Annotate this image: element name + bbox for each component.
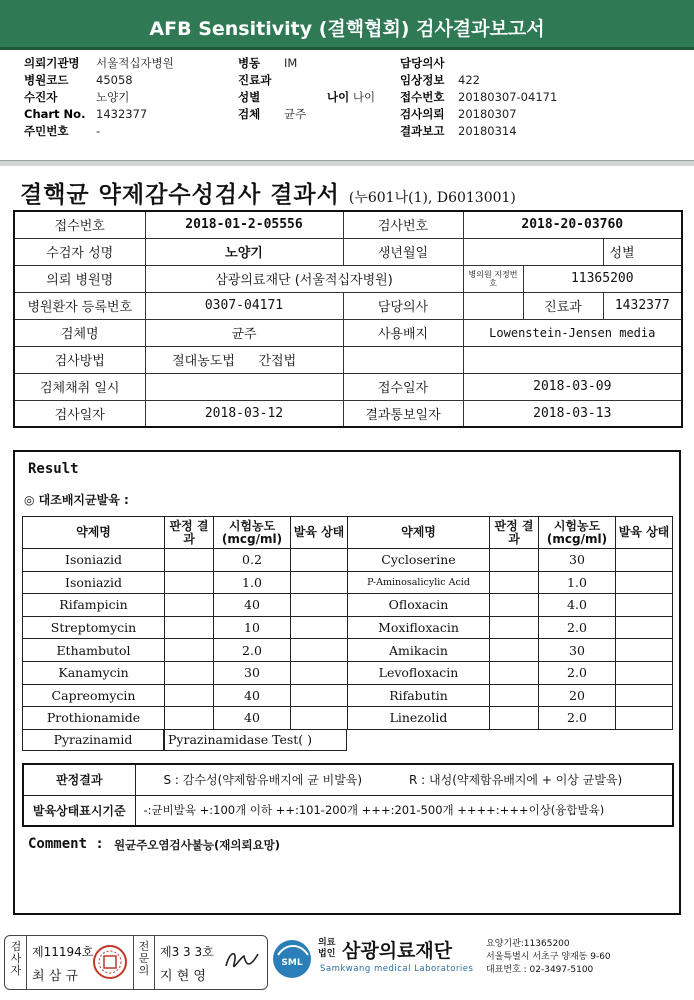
judgement <box>490 594 539 617</box>
drug-name: Ofloxacin <box>348 594 490 617</box>
info-label: 성별 <box>238 90 261 104</box>
info-value: 20180314 <box>458 124 517 138</box>
empty-cell <box>463 346 682 373</box>
judgement <box>490 549 539 572</box>
table-row <box>23 571 673 594</box>
growth <box>616 594 673 617</box>
info-label: 병원코드 <box>24 73 69 87</box>
org-contact <box>486 938 611 977</box>
divider <box>154 936 155 990</box>
table-row <box>23 639 673 662</box>
comment-label: Comment : <box>28 836 104 852</box>
drug-name: P-Aminosalicylic Acid <box>348 571 490 594</box>
notified-label: 결과통보일자 <box>343 400 463 427</box>
age-label: 나이 <box>327 90 350 104</box>
judgement <box>165 707 214 730</box>
report-title: AFB Sensitivity (결핵협회) 검사결과보고서 <box>149 18 545 40</box>
drug-name: Capreomycin <box>23 684 165 707</box>
info-label: 수진자 <box>24 90 58 104</box>
conc: 2.0 <box>214 639 291 662</box>
table-row <box>23 661 673 684</box>
divider <box>26 936 27 990</box>
col-growth: 발육 상태 <box>291 517 348 549</box>
conc: 30 <box>539 639 616 662</box>
test-no-label: 검사번호 <box>343 211 463 238</box>
result-label: Result <box>28 461 79 477</box>
info-label: 진료과 <box>238 73 272 87</box>
specialist-name: 지 현 영 <box>160 969 206 984</box>
conc: 40 <box>214 594 291 617</box>
drug-name: Isoniazid <box>23 571 165 594</box>
doctor-label: 담당의사 <box>343 292 463 319</box>
comment-text: 원균주오염검사불능(재의뢰요망) <box>114 838 281 852</box>
judgement <box>490 707 539 730</box>
info-value: 45058 <box>96 73 133 87</box>
info-label: 의뢰기관명 <box>24 56 80 70</box>
medium-value: Lowenstein-Jensen media <box>463 319 682 346</box>
notified-value: 2018-03-13 <box>463 400 682 427</box>
info-value: 20180307-04171 <box>458 90 558 104</box>
drug-name: Rifampicin <box>23 594 165 617</box>
drug-name: Moxifloxacin <box>348 616 490 639</box>
conc: 10 <box>214 616 291 639</box>
seal-icon <box>92 944 128 980</box>
growth-legend-text: -:균비발육 +:100개 이하 ++:101-200개 +++:201-500개 ++++:+++이상(융합발육) <box>135 795 673 826</box>
inspector-license: 제11194호 <box>32 945 94 959</box>
info-age <box>327 89 375 106</box>
doctor-value <box>463 292 523 319</box>
growth <box>291 594 348 617</box>
specimen-info-table <box>13 210 683 428</box>
sml-logo-text: SML <box>281 958 303 968</box>
drug-name: Streptomycin <box>23 616 165 639</box>
growth <box>616 707 673 730</box>
method-label: 검사방법 <box>14 346 145 373</box>
growth <box>616 684 673 707</box>
info-label: 결과보고 <box>400 124 445 138</box>
judgement <box>165 639 214 662</box>
org-name: 삼광의료재단 <box>342 940 453 962</box>
info-value: IM <box>284 56 298 70</box>
org-code: 요양기관:11365200 <box>486 939 570 949</box>
conc: 40 <box>214 684 291 707</box>
drug-name: Ethambutol <box>23 639 165 662</box>
growth <box>616 639 673 662</box>
form-title-text: 결핵균 약제감수성검사 결과서 <box>20 181 340 208</box>
signature-icon <box>220 944 262 978</box>
growth-legend-label: 발육상태표시기준 <box>23 795 135 826</box>
drug-name: Amikacin <box>348 639 490 662</box>
judgement <box>165 616 214 639</box>
collect-label: 검체채취 일시 <box>14 373 145 400</box>
received-value: 2018-03-09 <box>463 373 682 400</box>
growth <box>291 684 348 707</box>
medium-label: 사용배지 <box>343 319 463 346</box>
drug-name: Levofloxacin <box>348 661 490 684</box>
patient-label: 수검자 성명 <box>14 238 145 265</box>
growth <box>616 549 673 572</box>
tested-label: 검사일자 <box>14 400 145 427</box>
judgement <box>490 661 539 684</box>
col-growth: 발육 상태 <box>616 517 673 549</box>
col-judgement: 판정 결과 <box>490 517 539 549</box>
designation-no: 11365200 <box>523 265 682 292</box>
pyrazinamid-cell: Pyrazinamid <box>22 729 164 751</box>
info-label: 접수번호 <box>400 90 445 104</box>
received-label: 접수일자 <box>343 373 463 400</box>
judgement <box>165 549 214 572</box>
patient-name: 노양기 <box>145 238 343 265</box>
legend-table <box>22 763 674 827</box>
inspector-name: 최 삼 규 <box>32 969 78 984</box>
judgement <box>490 571 539 594</box>
conc: 1.0 <box>214 571 291 594</box>
org-prefix: 의료 법인 <box>318 938 336 959</box>
judgement <box>165 684 214 707</box>
info-middle-column <box>238 55 306 123</box>
judgement-r: R : 내성(약제함유배지에 + 이상 균발육) <box>395 764 673 795</box>
info-label: Chart No. <box>24 107 86 121</box>
sml-logo-icon <box>270 935 314 979</box>
specimen-label: 검체명 <box>14 319 145 346</box>
col-conc: 시험농도 (mcg/ml) <box>539 517 616 549</box>
designation-label: 병의원 지정번호 <box>463 265 523 292</box>
drug-name: Rifabutin <box>348 684 490 707</box>
inspector-label: 검사자 <box>10 940 22 977</box>
table-row <box>23 707 673 730</box>
judgement <box>165 594 214 617</box>
conc: 2.0 <box>539 707 616 730</box>
col-judgement: 판정 결과 <box>165 517 214 549</box>
form-title <box>20 176 516 209</box>
dept-label: 진료과 <box>523 292 603 319</box>
growth <box>291 549 348 572</box>
hosp-patient-no: 0307-04171 <box>145 292 343 319</box>
conc: 30 <box>539 549 616 572</box>
org-phone: 대표번호 : 02-3497-5100 <box>486 965 594 975</box>
org-address: 서울특별시 서초구 양재동 9-60 <box>486 952 611 962</box>
judgement <box>490 684 539 707</box>
dob-label: 생년월일 <box>343 238 463 265</box>
header-divider <box>0 160 694 166</box>
table-row <box>23 594 673 617</box>
info-value: 서울적십자병원 <box>96 56 174 70</box>
method-1: 절대농도법 <box>172 354 235 369</box>
pyrazinamidase-cell: Pyrazinamidase Test( ) <box>164 729 347 751</box>
info-right-column <box>400 55 557 140</box>
growth <box>616 571 673 594</box>
tested-value: 2018-03-12 <box>145 400 343 427</box>
conc: 2.0 <box>539 616 616 639</box>
control-growth-label: ◎ 대조배지균발육 : <box>24 493 129 507</box>
method-values <box>145 346 343 373</box>
drug-name: Cycloserine <box>348 549 490 572</box>
conc: 0.2 <box>214 549 291 572</box>
conc: 30 <box>214 661 291 684</box>
conc: 1.0 <box>539 571 616 594</box>
info-value: 균주 <box>284 107 307 121</box>
info-label: 검사의뢰 <box>400 107 445 121</box>
dob-value <box>463 238 603 265</box>
drug-name: Isoniazid <box>23 549 165 572</box>
judgement <box>490 639 539 662</box>
drug-sensitivity-table <box>22 516 673 730</box>
judgement <box>165 661 214 684</box>
col-conc: 시험농도 (mcg/ml) <box>214 517 291 549</box>
specialist-license: 제3 3 3호 <box>160 945 214 959</box>
info-value: 422 <box>458 73 480 87</box>
hospital-name: 삼광의료재단 (서울적십자병원) <box>145 265 463 292</box>
info-value: - <box>96 124 101 138</box>
sex-label: 성별 <box>603 238 682 265</box>
col-drug: 약제명 <box>23 517 165 549</box>
receipt-no: 2018-01-2-05556 <box>145 211 343 238</box>
empty-cell <box>343 346 463 373</box>
collect-value <box>145 373 343 400</box>
info-value: 1432377 <box>96 107 148 121</box>
conc: 2.0 <box>539 661 616 684</box>
method-2: 간접법 <box>258 354 297 369</box>
hosp-patient-no-label: 병원환자 등록번호 <box>14 292 145 319</box>
conc: 20 <box>539 684 616 707</box>
growth <box>291 661 348 684</box>
growth <box>291 571 348 594</box>
judgement <box>490 616 539 639</box>
receipt-no-label: 접수번호 <box>14 211 145 238</box>
table-row <box>23 549 673 572</box>
info-value: 20180307 <box>458 107 517 121</box>
conc: 4.0 <box>539 594 616 617</box>
hospital-label: 의뢰 병원명 <box>14 265 145 292</box>
drug-name: Kanamycin <box>23 661 165 684</box>
growth <box>291 707 348 730</box>
info-label: 검체 <box>238 107 261 121</box>
info-label: 주민번호 <box>24 124 69 138</box>
info-value: 노양기 <box>96 90 130 104</box>
judgement-s: S : 감수성(약제함유배지에 균 비발육) <box>135 764 395 795</box>
info-label: 임상정보 <box>400 73 445 87</box>
judgement <box>165 571 214 594</box>
form-code: (누601나(1), D6013001) <box>348 190 516 206</box>
info-label: 병동 <box>238 56 261 70</box>
growth <box>616 616 673 639</box>
growth <box>291 616 348 639</box>
table-row <box>23 616 673 639</box>
specimen-value: 균주 <box>145 319 343 346</box>
judgement-legend-label: 판정결과 <box>23 764 135 795</box>
dept-value: 1432377 <box>603 292 682 319</box>
org-english-name: Samkwang medical Laboratories <box>320 964 474 974</box>
table-row <box>23 684 673 707</box>
drug-name: Linezolid <box>348 707 490 730</box>
age-value: 나이 <box>352 90 376 104</box>
drug-name: Prothionamide <box>23 707 165 730</box>
info-left-column <box>24 55 174 140</box>
growth <box>291 639 348 662</box>
col-drug: 약제명 <box>348 517 490 549</box>
conc: 40 <box>214 707 291 730</box>
info-label: 담당의사 <box>400 56 445 70</box>
test-no: 2018-20-03760 <box>463 211 682 238</box>
growth <box>616 661 673 684</box>
specialist-label: 전문의 <box>138 940 150 977</box>
